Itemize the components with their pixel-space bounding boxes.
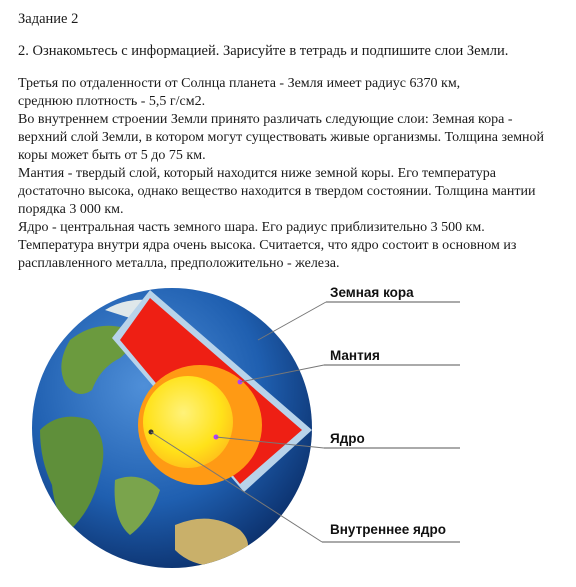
text-line: порядка 3 000 км.: [18, 202, 124, 217]
text-line: расплавленного металла, предположительно - железа.: [18, 256, 340, 271]
text-line: достаточно высока, однако вещество находится в твердом состоянии. Толщина мантии: [18, 184, 536, 199]
text-line: коры может быть от 5 до 75 км.: [18, 148, 206, 163]
label-inner-core: Внутреннее ядро: [330, 522, 446, 537]
earth-diagram: [0, 280, 576, 582]
text-line: Мантия - твердый слой, который находится ниже земной коры. Его температура: [18, 166, 496, 181]
text-line: верхний слой Земли, в котором могут существовать живые организмы. Толщина земной: [18, 130, 545, 145]
label-core: Ядро: [330, 431, 365, 446]
task-title: Задание 2: [18, 11, 79, 27]
label-crust: Земная кора: [330, 285, 414, 300]
text-line: среднюю плотность - 5,5 г/см2.: [18, 94, 206, 109]
text-line: Ядро - центральная часть земного шара. Его радиус приблизительно 3 500 км.: [18, 220, 485, 235]
earth-structure-figure: [0, 280, 576, 582]
text-line: Во внутреннем строении Земли принято различать следующие слои: Земная кора -: [18, 112, 513, 127]
text-line: Третья по отдаленности от Солнца планета - Земля имеет радиус 6370 км,: [18, 76, 461, 91]
crust-leader: [258, 302, 326, 340]
info-text: [18, 75, 563, 273]
text-line: Температура внутри ядра очень высока. Считается, что ядро состоит в основном из: [18, 238, 517, 253]
inner-core: [143, 376, 233, 468]
task-instruction: 2. Ознакомьтесь с информацией. Зарисуйте в тетрадь и подпишите слои Земли.: [18, 43, 509, 59]
label-mantle: Мантия: [330, 348, 380, 363]
